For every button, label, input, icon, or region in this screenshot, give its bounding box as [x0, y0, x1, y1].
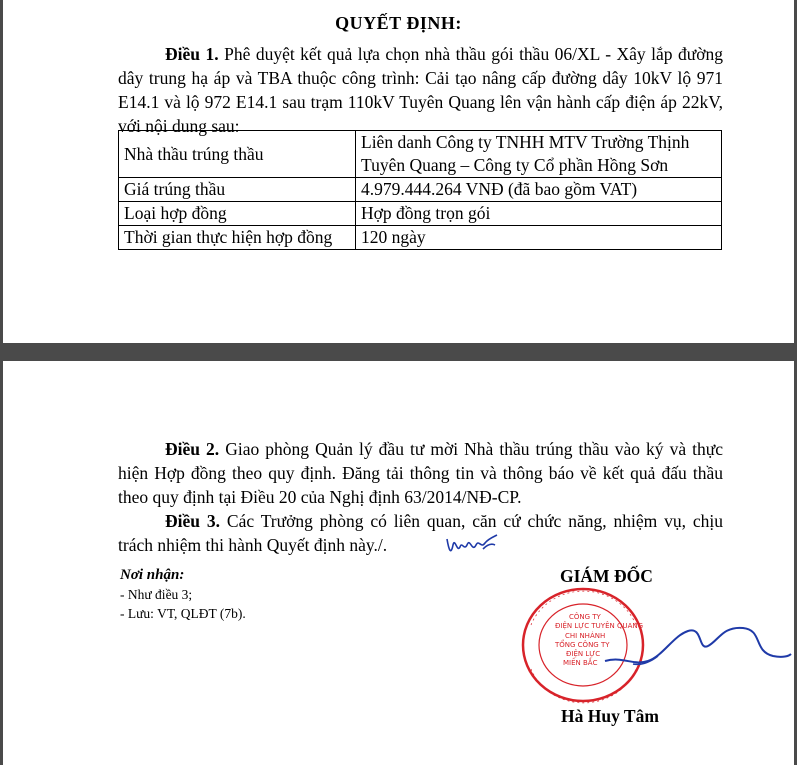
recipients-heading: Nơi nhận:	[120, 567, 185, 583]
article-1	[118, 42, 723, 138]
table-row	[119, 131, 722, 178]
initials-mark	[443, 531, 503, 561]
article-3-label: Điều 3.	[165, 511, 221, 531]
table-cell-value: Hợp đồng trọn gói	[356, 202, 722, 226]
svg-text:TỔNG CÔNG TY: TỔNG CÔNG TY	[555, 641, 610, 649]
article-2-label: Điều 2.	[165, 439, 220, 459]
table-cell-label: Thời gian thực hiện hợp đồng	[119, 226, 356, 250]
article-3-text: Các Trưởng phòng có liên quan, căn cứ chức năng, nhiệm vụ, chịu trách nhiệm thi hành Quyết định này./.	[118, 511, 724, 555]
table-cell-value: Liên danh Công ty TNHH MTV Trường Thịnh Tuyên Quang – Công ty Cổ phần Hồng Sơn	[356, 131, 722, 178]
svg-text:ĐIỆN LỰC TUYÊN QUANG: ĐIỆN LỰC TUYÊN QUANG	[555, 622, 644, 630]
recipients-block	[120, 566, 246, 623]
decision-title: QUYẾT ĐỊNH:	[335, 13, 462, 33]
award-table	[118, 130, 722, 250]
table-row	[119, 178, 722, 202]
table-cell-value: 4.979.444.264 VNĐ (đã bao gồm VAT)	[356, 178, 722, 202]
svg-text:MIỀN BẮC: MIỀN BẮC	[563, 659, 598, 667]
signer-name: Hà Huy Tâm	[561, 706, 659, 726]
article-1-text-a: Phê duyệt kết quả lựa chọn nhà thầu gói thầu 06/XL - Xây lắp	[218, 44, 673, 64]
table-cell-label: Giá trúng thầu	[119, 178, 356, 202]
article-1-label: Điều 1.	[165, 44, 219, 64]
table-row	[119, 202, 722, 226]
handwritten-signature	[603, 616, 793, 686]
svg-text:ĐIỆN LỰC: ĐIỆN LỰC	[566, 650, 601, 658]
table-row	[119, 226, 722, 250]
document-page-lower	[3, 361, 794, 765]
article-2-text: Giao phòng Quản lý đầu tư mời Nhà thầu trúng thầu vào ký và thực hiện Hợp đồng theo quy định. Đăng tải thông tin và thông báo về kết quả đấu thầu theo quy định tại Điều 20 của Nghị định 63/2014/NĐ-CP.	[118, 439, 723, 507]
recipient-item: - Như điều 3;	[120, 587, 193, 602]
svg-text:CÔNG TY: CÔNG TY	[569, 613, 601, 621]
document-page-upper	[3, 0, 794, 343]
table-cell-label: Nhà thầu trúng thầu	[119, 131, 356, 178]
table-cell-value: 120 ngày	[356, 226, 722, 250]
article-1-text-b: đường dây trung hạ áp và TBA thuộc công trình: Cải tạo nâng cấp đường dây 10kV lộ 971 E14.1 và lộ 972 E14.1 sau trạm 110kV Tuyên Quang lên vận hành cấp điện áp 22kV, với nội dung sau:	[118, 44, 724, 136]
signer-title: GIÁM ĐỐC	[560, 566, 653, 586]
table-cell-label: Loại hợp đồng	[119, 202, 356, 226]
article-3	[118, 509, 723, 557]
article-2	[118, 437, 723, 509]
svg-text:CHI NHÁNH: CHI NHÁNH	[565, 632, 606, 640]
recipient-item: - Lưu: VT, QLĐT (7b).	[120, 606, 246, 621]
